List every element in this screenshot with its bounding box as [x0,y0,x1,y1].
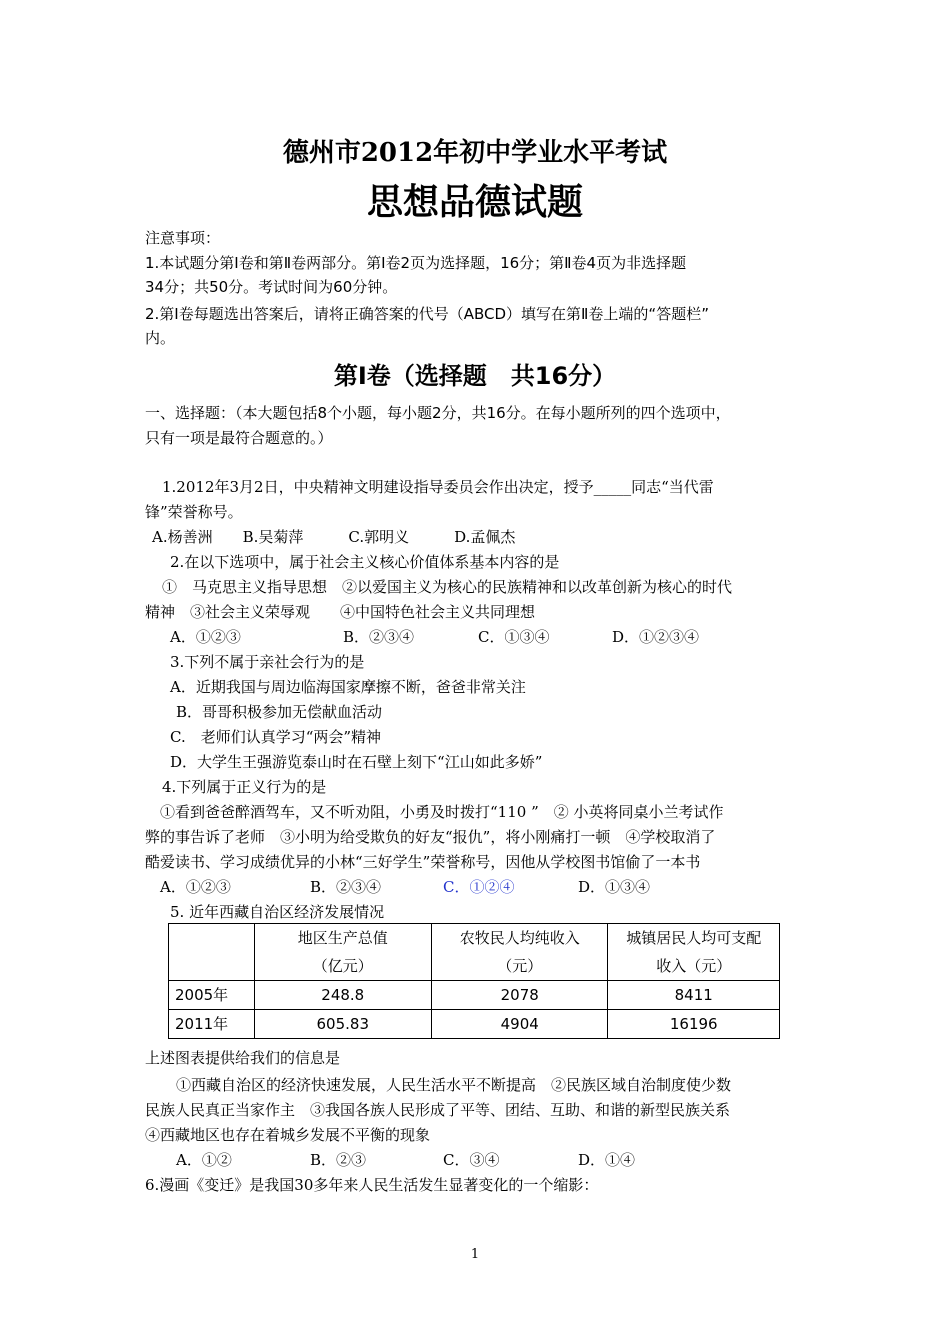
table-cell-rural-income: 4904 [432,1010,608,1039]
question-5-option-b: B．②③ [310,1151,367,1169]
question-5-items: ④西藏地区也存在着城乡发展不平衡的现象 [145,1126,431,1144]
question-4-items: ①看到爸爸醉酒驾车，又不听劝阻，小勇及时拨打“110 ” ② 小英将同桌小兰考试作 [160,803,724,821]
question-5-option-c: C．③④ [443,1151,500,1169]
question-4-option-a: A．①②③ [160,878,231,896]
table-row [169,981,780,1010]
question-4-option-d: D．①③④ [578,878,651,896]
question-3-option-b: B．哥哥积极参加无偿献血活动 [176,703,383,721]
question-4-stem: 4.下列属于正义行为的是 [162,778,327,796]
question-3-option-d: D．大学生王强游览泰山时在石壁上刻下“江山如此多娇” [170,753,543,771]
table-cell-rural-income: 2078 [432,981,608,1010]
question-5-items: ①西藏自治区的经济快速发展，人民生活水平不断提高 ②民族区域自治制度使少数 [176,1076,732,1094]
table-cell-gdp: 605.83 [254,1010,432,1039]
question-1-stem: 锋”荣誉称号。 [145,503,243,521]
table-header-cell: 城镇居民人均可支配 收入（元） [608,924,780,981]
table-cell-year: 2011年 [169,1010,255,1039]
question-4-option-b: B．②③④ [310,878,382,896]
question-3-option-a: A．近期我国与周边临海国家摩擦不断，爸爸非常关注 [170,678,526,696]
question-4-items: 酷爱读书、学习成绩优异的小林“三好学生”荣誉称号，因他从学校图书馆偷了一本书 [145,853,701,871]
section-title: 第Ⅰ卷（选择题 共16分） [333,362,617,390]
question-5-option-d: D．①④ [578,1151,636,1169]
table-row [169,1010,780,1039]
question-6-stem: 6.漫画《变迁》是我国30多年来人民生活发生显著变化的一个缩影： [145,1176,599,1194]
section-instructions: 一、选择题：（本大题包括8个小题，每小题2分，共16分。在每小题所列的四个选项中， [145,404,731,422]
question-1-options: A.杨善洲 B.吴菊萍 C.郭明义 D.孟佩杰 [152,528,516,546]
notice-line: 34分；共50分。考试时间为60分钟。 [145,278,398,296]
notice-line: 内。 [145,329,176,347]
question-1-stem: 1.2012年3月2日，中央精神文明建设指导委员会作出决定，授予_____同志“当代雷 [162,478,714,496]
table-header-cell: 地区生产总值 （亿元） [254,924,432,981]
table-cell-urban-income: 16196 [608,1010,780,1039]
notice-line: 1.本试题分第Ⅰ卷和第Ⅱ卷两部分。第Ⅰ卷2页为选择题，16分；第Ⅱ卷4页为非选择题 [145,254,687,272]
question-2-option-d: D．①②③④ [612,628,700,646]
tibet-economy-table [168,923,780,1039]
section-instructions: 只有一项是最符合题意的。） [145,429,333,447]
table-cell-urban-income: 8411 [608,981,780,1010]
question-2-option-b: B．②③④ [343,628,415,646]
table-header-cell: 农牧民人均纯收入 （元） [432,924,608,981]
question-5-option-a: A．①② [176,1151,232,1169]
table-header-cell [169,924,255,981]
subject-title: 思想品德试题 [366,182,583,223]
table-cell-gdp: 248.8 [254,981,432,1010]
question-3-stem: 3.下列不属于亲社会行为的是 [170,653,365,671]
question-3-option-c: C. 老师们认真学习“两会”精神 [170,728,382,746]
table-cell-year: 2005年 [169,981,255,1010]
table-header-row [169,924,780,981]
question-2-stem: 2.在以下选项中，属于社会主义核心价值体系基本内容的是 [170,553,560,571]
question-2-option-c: C．①③④ [478,628,550,646]
question-2-option-a: A．①②③ [170,628,241,646]
question-4-items: 弊的事告诉了老师 ③小明为给受欺负的好友“报仇”，将小刚痛打一顿 ④学校取消了 [145,828,716,846]
notice-heading: 注意事项： [145,229,221,247]
question-5-stem: 5. 近年西藏自治区经济发展情况 [170,903,385,921]
question-4-option-c: C．①②④ [443,878,515,896]
page-number: 1 [470,1247,480,1262]
question-5-items: 民族人民真正当家作主 ③我国各族人民形成了平等、团结、互助、和谐的新型民族关系 [145,1101,731,1119]
question-2-items: 精神 ③社会主义荣辱观 ④中国特色社会主义共同理想 [145,603,536,621]
question-5-question: 上述图表提供给我们的信息是 [145,1049,341,1067]
exam-title: 德州市2012年初中学业水平考试 [282,138,668,168]
notice-line: 2.第Ⅰ卷每题选出答案后，请将正确答案的代号（ABCD）填写在第Ⅱ卷上端的“答题栏” [145,305,709,323]
question-2-items: ① 马克思主义指导思想 ②以爱国主义为核心的民族精神和以改革创新为核心的时代 [162,578,733,596]
